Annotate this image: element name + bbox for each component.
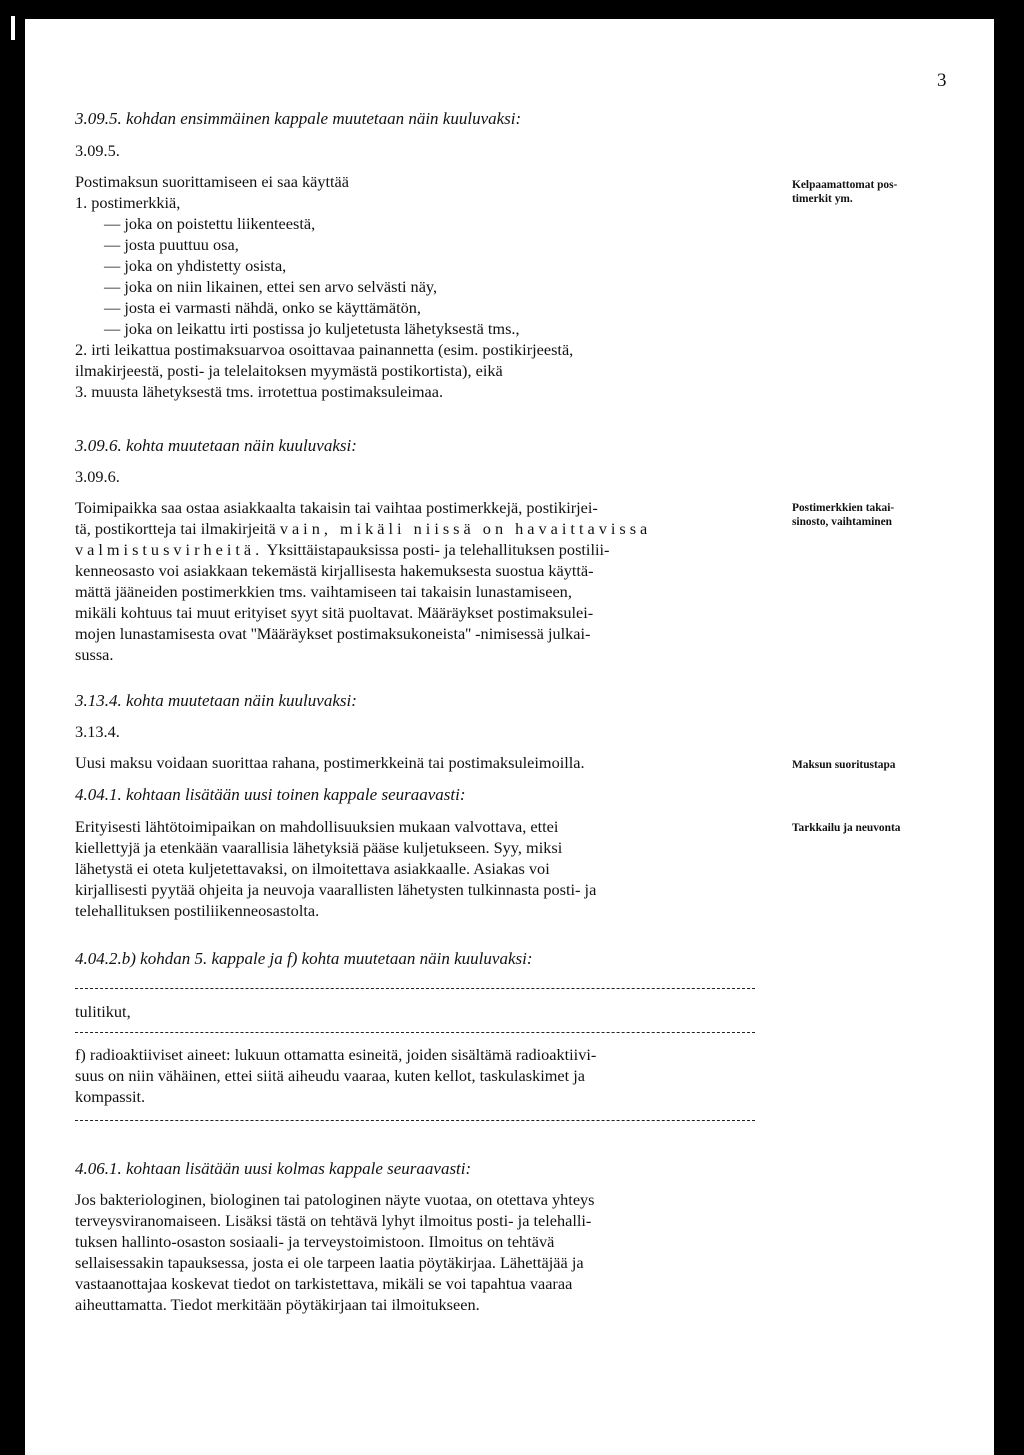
section-3-09-5-body-a — [75, 171, 349, 213]
margin-note-line: timerkit ym. — [792, 193, 853, 205]
section-4-04-2-line-1: tulitikut, — [75, 1002, 131, 1021]
list-item: — joka on poistettu liikenteestä, — [104, 214, 316, 233]
body-line: telehallituksen postiliikenneosastolta. — [75, 901, 320, 920]
body-line: 3. muusta lähetyksestä tms. irrotettua postimaksuleimaa. — [75, 382, 444, 401]
omission-rule — [75, 988, 755, 989]
body-line: tuksen hallinto-osaston sosiaali- ja terveystoimistoon. Ilmoitus on tehtävä — [75, 1232, 555, 1251]
body-line: ilmakirjeestä, posti- ja telelaitoksen myymästä postikortista), eikä — [75, 361, 503, 380]
body-line: kompassit. — [75, 1087, 146, 1106]
body-line: 1. postimerkkiä, — [75, 193, 181, 212]
body-line: f) radioaktiiviset aineet: lukuun ottamatta esineitä, joiden sisältämä radioaktiivi- — [75, 1045, 597, 1064]
body-line: vastaanottajaa koskevat tiedot on tarkistettava, mikäli se voi tapahtua vaaraa — [75, 1274, 573, 1293]
section-number-3-13-4: 3.13.4. — [75, 722, 120, 741]
scan-edge-mark — [11, 16, 15, 40]
margin-note-tarkkailu-ja-neuvonta: Tarkkailu ja neuvonta — [792, 822, 901, 834]
section-3-13-4-body: Uusi maksu voidaan suorittaa rahana, postimerkkeinä tai postimaksuleimoilla. — [75, 753, 585, 772]
heading-4-04-1: 4.04.1. kohtaan lisätään uusi toinen kappale seuraavasti: — [75, 785, 466, 804]
list-item: — josta puuttuu osa, — [104, 235, 239, 254]
body-line: sussa. — [75, 645, 114, 664]
body-line: Jos bakteriologinen, biologinen tai patologinen näyte vuotaa, on otettava yhteys — [75, 1190, 595, 1209]
body-line: terveysviranomaiseen. Lisäksi tästä on tehtävä lyhyt ilmoitus posti- ja telehalli- — [75, 1211, 592, 1230]
section-4-04-2-item-f — [75, 1044, 596, 1107]
body-line: suus on niin vähäinen, ettei siitä aiheudu vaaraa, kuten kellot, taskulaskimet ja — [75, 1066, 586, 1085]
spaced-emphasis: valmistusvirheitä. — [75, 540, 264, 559]
spaced-emphasis: vain, mikäli niissä on havaittavissa — [279, 519, 652, 538]
heading-4-04-2: 4.04.2.b) kohdan 5. kappale ja f) kohta muutetaan näin kuuluvaksi: — [75, 949, 533, 968]
heading-4-06-1: 4.06.1. kohtaan lisätään uusi kolmas kappale seuraavasti: — [75, 1159, 472, 1178]
section-3-09-6-body — [75, 497, 651, 665]
section-3-09-5-body-b — [75, 339, 573, 402]
body-line: mättä jääneiden postimerkkien tms. vaihtamiseen tai takaisin lunastamiseen, — [75, 582, 572, 601]
list-item: — joka on niin likainen, ettei sen arvo selvästi näy, — [104, 277, 438, 296]
list-item: — joka on leikattu irti postissa jo kuljetetusta lähetyksestä tms., — [104, 319, 520, 338]
body-line: sellaisessakin tapauksessa, josta ei ole tarpeen laatia pöytäkirjaa. Lähettäjää ja — [75, 1253, 584, 1272]
section-3-09-5-dash-list — [104, 213, 520, 339]
margin-note-line: Kelpaamattomat pos- — [792, 179, 898, 191]
margin-note-maksun-suoritustapa: Maksun suoritustapa — [792, 759, 896, 771]
body-line: 2. irti leikattua postimaksuarvoa osoittavaa painannetta (esim. postikirjeestä, — [75, 340, 574, 359]
body-line: aiheuttamatta. Tiedot merkitään pöytäkirjaan tai ilmoitukseen. — [75, 1295, 480, 1314]
omission-rule — [75, 1120, 755, 1121]
body-line: Toimipaikka saa ostaa asiakkaalta takaisin tai vaihtaa postimerkkejä, postikirjei- — [75, 498, 598, 517]
section-number-3-09-6: 3.09.6. — [75, 467, 120, 486]
section-4-06-1-body — [75, 1189, 595, 1315]
body-line — [75, 518, 651, 539]
heading-3-09-5: 3.09.5. kohdan ensimmäinen kappale muutetaan näin kuuluvaksi: — [75, 109, 522, 128]
body-line: kenneosasto voi asiakkaan tekemästä kirjallisesta hakemuksesta suostua käyttä- — [75, 561, 594, 580]
body-line: Postimaksun suorittamiseen ei saa käyttää — [75, 172, 350, 191]
body-line: Erityisesti lähtötoimipaikan on mahdollisuuksien mukaan valvottava, ettei — [75, 817, 559, 836]
body-line: mojen lunastamisesta ovat ''Määräykset postimaksukoneista'' -nimisessä julkai- — [75, 624, 591, 643]
list-item: — joka on yhdistetty osista, — [104, 256, 287, 275]
heading-3-09-6: 3.09.6. kohta muutetaan näin kuuluvaksi: — [75, 436, 357, 455]
list-item: — josta ei varmasti nähdä, onko se käyttämätön, — [104, 298, 421, 317]
margin-note-postimerkkien-takaisinosto — [792, 501, 894, 529]
body-text: tä, postikortteja tai ilmakirjeitä — [75, 519, 280, 538]
heading-3-13-4: 3.13.4. kohta muutetaan näin kuuluvaksi: — [75, 691, 357, 710]
section-4-04-1-body — [75, 816, 596, 921]
omission-rule — [75, 1032, 755, 1033]
body-text: Yksittäistapauksissa posti- ja telehallituksen postilii- — [263, 540, 610, 559]
page-number: 3 — [937, 70, 947, 91]
margin-note-line: sinosto, vaihtaminen — [792, 516, 893, 528]
body-line: kirjallisesti pyytää ohjeita ja neuvoja vaarallisten lähetysten tulkinnasta posti- ja — [75, 880, 597, 899]
section-number-3-09-5: 3.09.5. — [75, 141, 120, 160]
body-line: lähetystä ei oteta kuljetettavaksi, on ilmoitettava asiakkaalle. Asiakas voi — [75, 859, 550, 878]
body-line: kiellettyjä ja etenkään vaarallisia lähetyksiä pääse kuljetukseen. Syy, miksi — [75, 838, 563, 857]
margin-note-line: Postimerkkien takai- — [792, 502, 895, 514]
body-line: mikäli kohtuus tai muut erityiset syyt sitä puoltavat. Määräykset postimaksulei- — [75, 603, 594, 622]
margin-note-kelpaamattomat — [792, 178, 897, 206]
body-line — [75, 539, 651, 560]
